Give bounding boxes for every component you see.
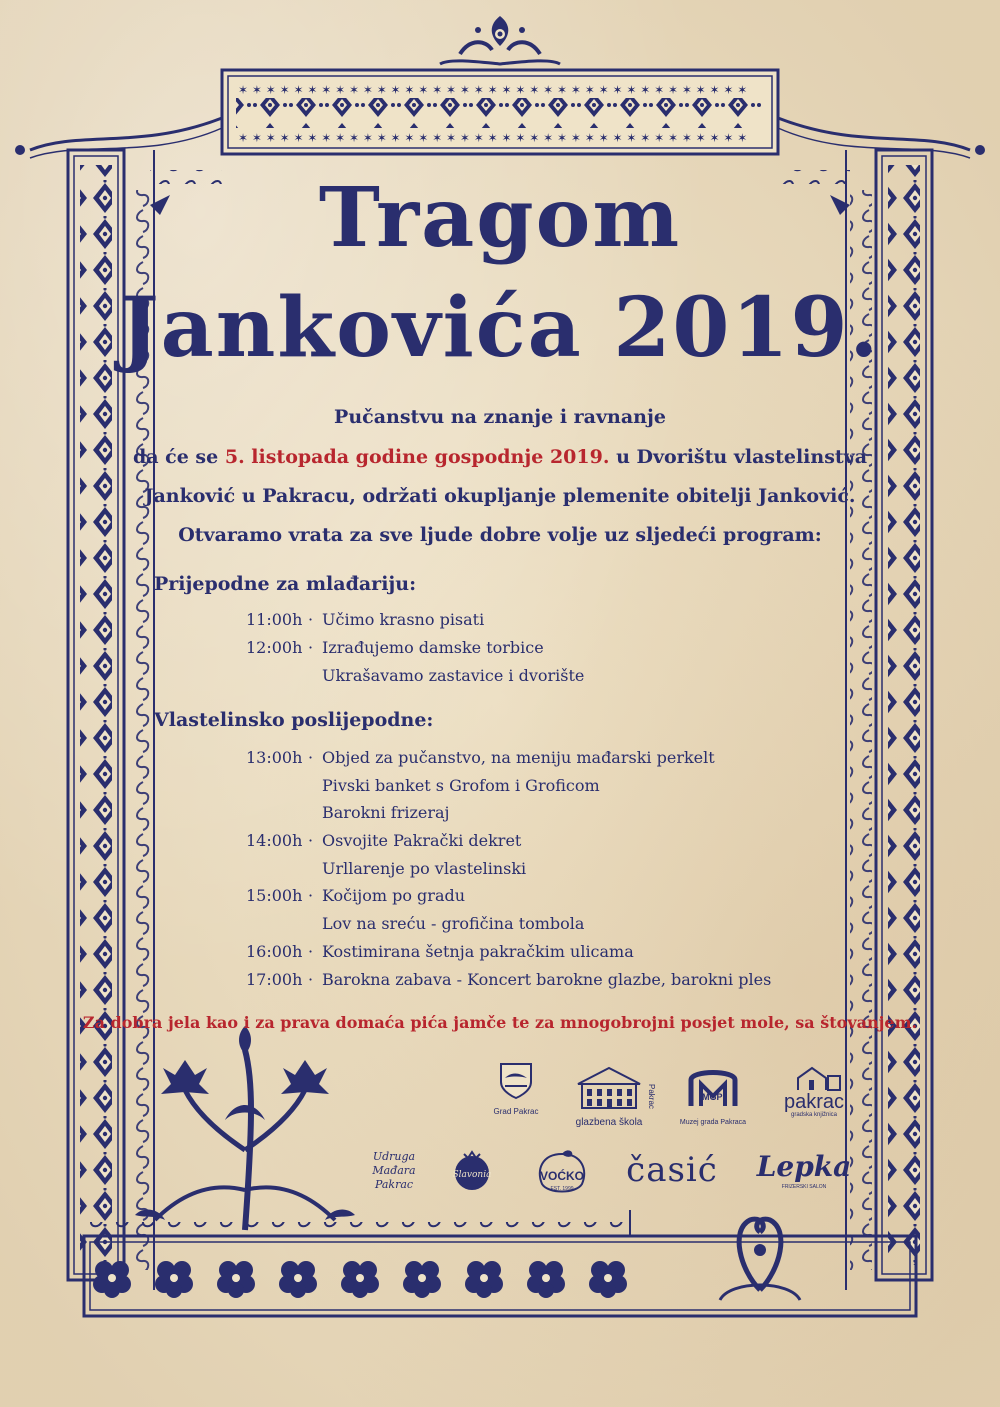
schedule-row <box>246 831 521 850</box>
schedule-row <box>246 748 715 767</box>
logo-glazbena-caption: glazbena škola <box>575 1117 643 1128</box>
logo-udruga: Udruga Mađara Pakrac <box>372 1150 416 1191</box>
vocko-fruit-icon <box>532 1150 592 1196</box>
schedule-activity: Barokni frizeraj <box>322 803 450 822</box>
schedule-activity: Ukrašavamo zastavice i dvorište <box>322 666 585 685</box>
schedule-activity: Kostimirana šetnja pakračkim ulicama <box>322 942 634 961</box>
intro-line-3: Janković u Pakracu, održati okupljanje plemenite obitelji Janković. <box>144 485 856 507</box>
logo-lepka-caption: FRIZERSKI SALON <box>781 1184 827 1190</box>
intro-line-1: Pučanstvu na znanje i ravnanje <box>334 406 666 428</box>
schedule-dot: · <box>308 748 314 767</box>
logo-glazbena-side: Pakrac <box>647 1084 656 1109</box>
schedule-time: 17:00h <box>246 970 303 989</box>
schedule-row <box>246 970 771 989</box>
svg-text:✶ ✶ ✶ ✶ ✶ ✶ ✶ ✶ ✶ ✶ ✶ ✶ ✶ ✶ ✶: ✶ ✶ ✶ ✶ ✶ ✶ ✶ ✶ ✶ ✶ ✶ ✶ ✶ ✶ ✶ ✶ ✶ ✶ ✶ ✶ ✶ ✶ ✶ ✶ ✶ ✶ ✶ ✶ ✶ ✶ ✶ ✶ ✶ ✶ ✶ ✶ ✶ <box>238 83 748 97</box>
logo-knjiznica <box>768 1066 860 1118</box>
title-line-2: Jankovića 2019. <box>119 280 881 376</box>
slavonia-badge-icon <box>446 1148 498 1194</box>
schedule-activity: Učimo krasno pisati <box>322 610 485 629</box>
intro-line-4: Otvaramo vrata za sve ljude dobre volje uz sljedeći program: <box>178 524 822 546</box>
schedule-time: 12:00h <box>246 638 303 657</box>
schedule-time: 11:00h <box>246 610 303 629</box>
schedule-row <box>246 610 484 629</box>
schedule-activity: Pivski banket s Grofom i Groficom <box>322 776 600 795</box>
logo-muzej-caption: Muzej grada Pakraca <box>679 1119 747 1126</box>
schedule-dot: · <box>308 638 314 657</box>
logo-casic: časić <box>626 1150 718 1190</box>
schedule-activity: Lov na sreću - grofičina tombola <box>322 914 585 933</box>
logo-knjiznica-title: pakrac <box>783 1091 845 1113</box>
schedule-row <box>246 666 584 685</box>
schedule-dot: · <box>308 942 314 961</box>
logo-glazbena-skola <box>566 1064 656 1128</box>
logo-grad-pakrac <box>488 1062 544 1116</box>
logo-grad-caption: Grad Pakrac <box>493 1107 539 1116</box>
section-afternoon-title: Vlastelinsko poslijepodne: <box>154 709 434 731</box>
schedule-time: 14:00h <box>246 831 303 850</box>
schedule-time: 15:00h <box>246 886 303 905</box>
intro-line-2 <box>0 440 1000 474</box>
schedule-dot: · <box>308 831 314 850</box>
grad-pakrac-crest-icon <box>499 1062 533 1100</box>
schedule-dot: · <box>308 610 314 629</box>
school-building-icon <box>574 1064 644 1110</box>
schedule-time: 16:00h <box>246 942 303 961</box>
intro-line-2-suffix: u Dvorištu vlastelinstva <box>609 446 868 468</box>
logo-muzej-mark: MGP <box>702 1092 723 1102</box>
schedule-activity: Izrađujemo damske torbice <box>322 638 544 657</box>
logo-vocko-text: VOĆKO <box>539 1169 585 1183</box>
closing-statement: Za dobra jela kao i za prava domaća pića jamče te za mnogobrojni posjet mole, sa štovanjem. <box>82 1013 918 1032</box>
schedule-row <box>246 914 584 933</box>
logo-vocko <box>530 1150 594 1201</box>
logo-muzej <box>676 1066 750 1126</box>
schedule-row <box>246 859 526 878</box>
schedule-activity: Objed za pučanstvo, na meniju mađarski perkelt <box>322 748 715 767</box>
schedule-dot: · <box>308 886 314 905</box>
schedule-row <box>246 638 544 657</box>
logo-lepka-text: Lepka <box>756 1150 852 1183</box>
schedule-activity: Urllarenje po vlastelinski <box>322 859 527 878</box>
intro-line-2-prefix: da će se <box>132 446 225 468</box>
museum-mark-icon <box>687 1066 739 1112</box>
schedule-activity: Kočijom po gradu <box>322 886 466 905</box>
logo-lepka <box>756 1152 852 1190</box>
section-morning-title: Prijepodne za mlađariju: <box>154 573 417 595</box>
logo-slavonia-text: Slavonia <box>452 1170 492 1180</box>
logo-slavonia <box>444 1148 500 1198</box>
schedule-row <box>246 942 634 961</box>
schedule-row <box>246 776 600 795</box>
event-date: 5. listopada godine gospodnje 2019. <box>224 446 610 468</box>
schedule-activity: Osvojite Pakrački dekret <box>322 831 522 850</box>
schedule-row <box>246 886 465 905</box>
library-building-icon <box>784 1066 844 1092</box>
schedule-dot: · <box>308 970 314 989</box>
logo-knjiznica-caption: gradska knjižnica <box>790 1112 838 1118</box>
svg-text:✶ ✶ ✶ ✶ ✶ ✶ ✶ ✶ ✶ ✶ ✶ ✶ ✶ ✶ ✶: ✶ ✶ ✶ ✶ ✶ ✶ ✶ ✶ ✶ ✶ ✶ ✶ ✶ ✶ ✶ ✶ ✶ ✶ ✶ ✶ ✶ ✶ ✶ ✶ ✶ ✶ ✶ ✶ ✶ ✶ ✶ ✶ ✶ ✶ ✶ ✶ ✶ <box>238 131 748 145</box>
schedule-time: 13:00h <box>246 748 303 767</box>
logo-vocko-sub: EST. 1999 <box>550 1186 574 1192</box>
schedule-activity: Barokna zabava - Koncert barokne glazbe, barokni ples <box>322 970 772 989</box>
schedule-row <box>246 803 450 822</box>
title-line-1: Tragom <box>318 170 682 266</box>
